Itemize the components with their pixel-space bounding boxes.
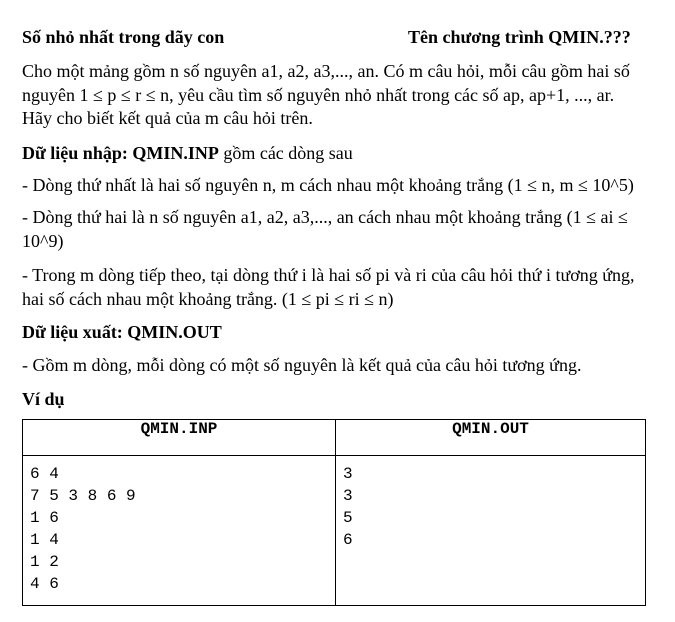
example-table — [22, 419, 646, 606]
output-line: 3 — [343, 465, 353, 483]
problem-title: Số nhỏ nhất trong dãy con — [22, 27, 225, 47]
input-line: 7 5 3 8 6 9 — [30, 487, 136, 505]
description-line-1: Cho một mảng gồm n số nguyên a1, a2, a3,..., an. Có m câu hỏi, mỗi câu gồm hai số — [22, 61, 630, 81]
input-line: 1 6 — [30, 509, 59, 527]
input-line-2b: 10^9) — [22, 231, 64, 251]
output-line-1: - Gồm m dòng, mỗi dòng có một số nguyên là kết quả của câu hỏi tương ứng. — [22, 355, 582, 375]
description-line-2: nguyên 1 ≤ p ≤ r ≤ n, yêu cầu tìm số nguyên nhỏ nhất trong các số ap, ap+1, ..., ar. — [22, 85, 615, 105]
title-row — [22, 26, 642, 48]
output-file-header: QMIN.OUT — [336, 420, 646, 456]
input-line: 4 6 — [30, 575, 59, 593]
description-line-3: Hãy cho biết kết quả của m câu hỏi trên. — [22, 108, 313, 128]
input-heading-row — [22, 142, 353, 164]
output-line: 5 — [343, 509, 353, 527]
input-heading-suffix: gồm các dòng sau — [218, 143, 353, 163]
program-name: Tên chương trình QMIN.??? — [408, 27, 631, 47]
output-line: 6 — [343, 531, 353, 549]
input-line: 6 4 — [30, 465, 59, 483]
output-file-content — [336, 456, 646, 606]
input-line: 1 4 — [30, 531, 59, 549]
example-heading: Ví dụ — [22, 389, 65, 409]
input-line-3b: hai số cách nhau một khoảng trắng. (1 ≤ pi ≤ ri ≤ n) — [22, 289, 394, 309]
input-file-header: QMIN.INP — [23, 420, 336, 456]
input-heading: Dữ liệu nhập: QMIN.INP — [22, 143, 219, 163]
output-line: 3 — [343, 487, 353, 505]
input-line-2a: - Dòng thứ hai là n số nguyên a1, a2, a3,..., an cách nhau một khoảng trắng (1 ≤ ai ≤ — [22, 207, 628, 227]
input-file-content — [23, 456, 336, 606]
input-line-1: - Dòng thứ nhất là hai số nguyên n, m cách nhau một khoảng trắng (1 ≤ n, m ≤ 10^5) — [22, 175, 634, 195]
input-line-3a: - Trong m dòng tiếp theo, tại dòng thứ i là hai số pi và ri của câu hỏi thứ i tương ứng, — [22, 265, 635, 285]
output-heading: Dữ liệu xuất: QMIN.OUT — [22, 322, 222, 342]
input-line: 1 2 — [30, 553, 59, 571]
